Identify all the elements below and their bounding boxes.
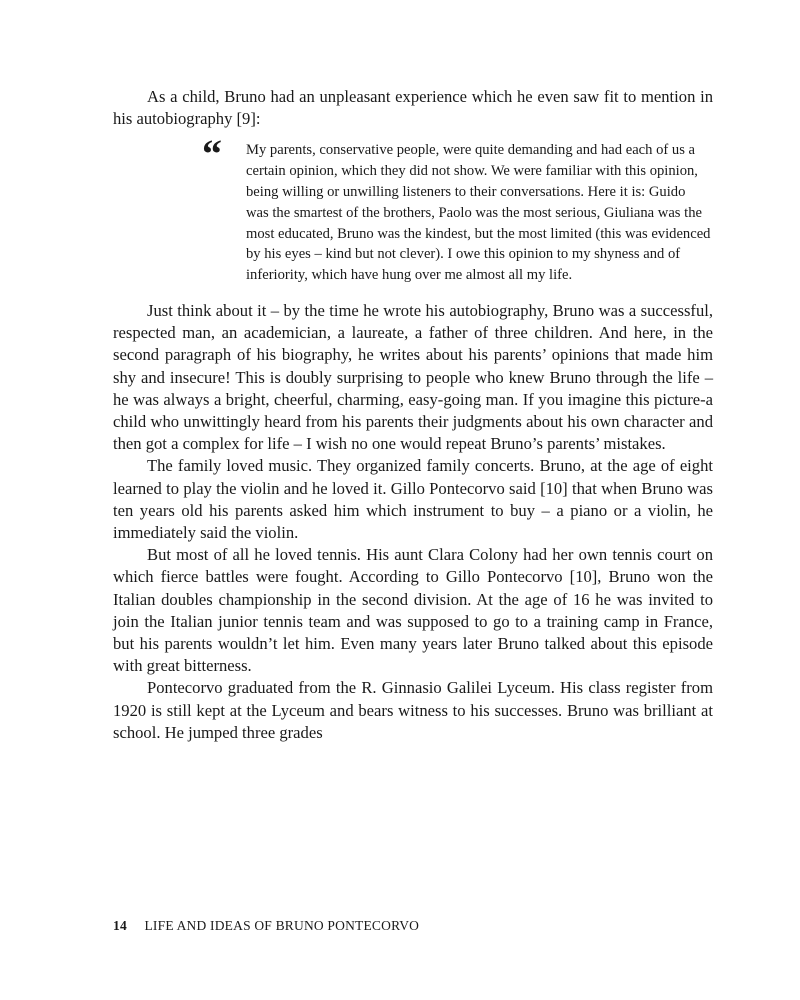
block-quote	[202, 131, 711, 286]
body-paragraph-intro: As a child, Bruno had an unpleasant experience which he even saw fit to mention in his autobiography [9]:	[113, 87, 713, 129]
page-footer	[113, 918, 419, 934]
running-title: LIFE AND IDEAS OF BRUNO PONTECORVO	[144, 918, 420, 933]
page-number: 14	[113, 918, 127, 933]
body-paragraph: Just think about it – by the time he wrote his autobiography, Bruno was a successful, respected man, an academician, a laureate, a father of three children. And here, in the second paragraph of his biography, he writes about his parents’ opinions that made him shy and insecure! This is doubly surprising to people who knew Bruno through the life – he was always a bright, cheerful, charming, easy-going man. If you imagine this picture-a child who unwittingly heard from his parents their judgments about his own character and then got a complex for life – I wish no one would repeat Bruno’s parents’ mistakes.	[113, 300, 713, 454]
quote-mark-icon: “	[202, 131, 222, 177]
body-paragraph: Pontecorvo graduated from the R. Ginnasio Galilei Lyceum. His class register from 1920 is still kept at the Lyceum and bears witness to his successes. Bruno was brilliant at school. He jumped three grades	[113, 678, 713, 742]
quote-text: My parents, conservative people, were quite demanding and had each of us a certain opinion, which they did not show. We were familiar with this opinion, being willing or unwilling listeners to their conversations. Here it is: Guido was the smartest of the brothers, Paolo was the most serious, Giuliana was the most educated, Bruno was the kindest, but the most limited (this was evidenced by his eyes – kind but not clever). I owe this opinion to my shyness and of inferiority, which have hung over me almost all my life.	[246, 142, 711, 284]
page-body	[113, 86, 713, 744]
body-paragraph: The family loved music. They organized family concerts. Bruno, at the age of eight learned to play the violin and he loved it. Gillo Pontecorvo said [10] that when Bruno was ten years old his parents asked him which instrument to buy – a piano or a violin, he immediately said the violin.	[113, 456, 713, 543]
body-paragraph: But most of all he loved tennis. His aunt Clara Colony had her own tennis court on which fierce battles were fought. According to Gillo Pontecorvo [10], Bruno won the Italian doubles championship in the second division. At the age of 16 he was invited to join the Italian junior tennis team and was supposed to go to a training camp in France, but his parents wouldn’t let him. Even many years later Bruno talked about this episode with great bitterness.	[113, 545, 713, 676]
